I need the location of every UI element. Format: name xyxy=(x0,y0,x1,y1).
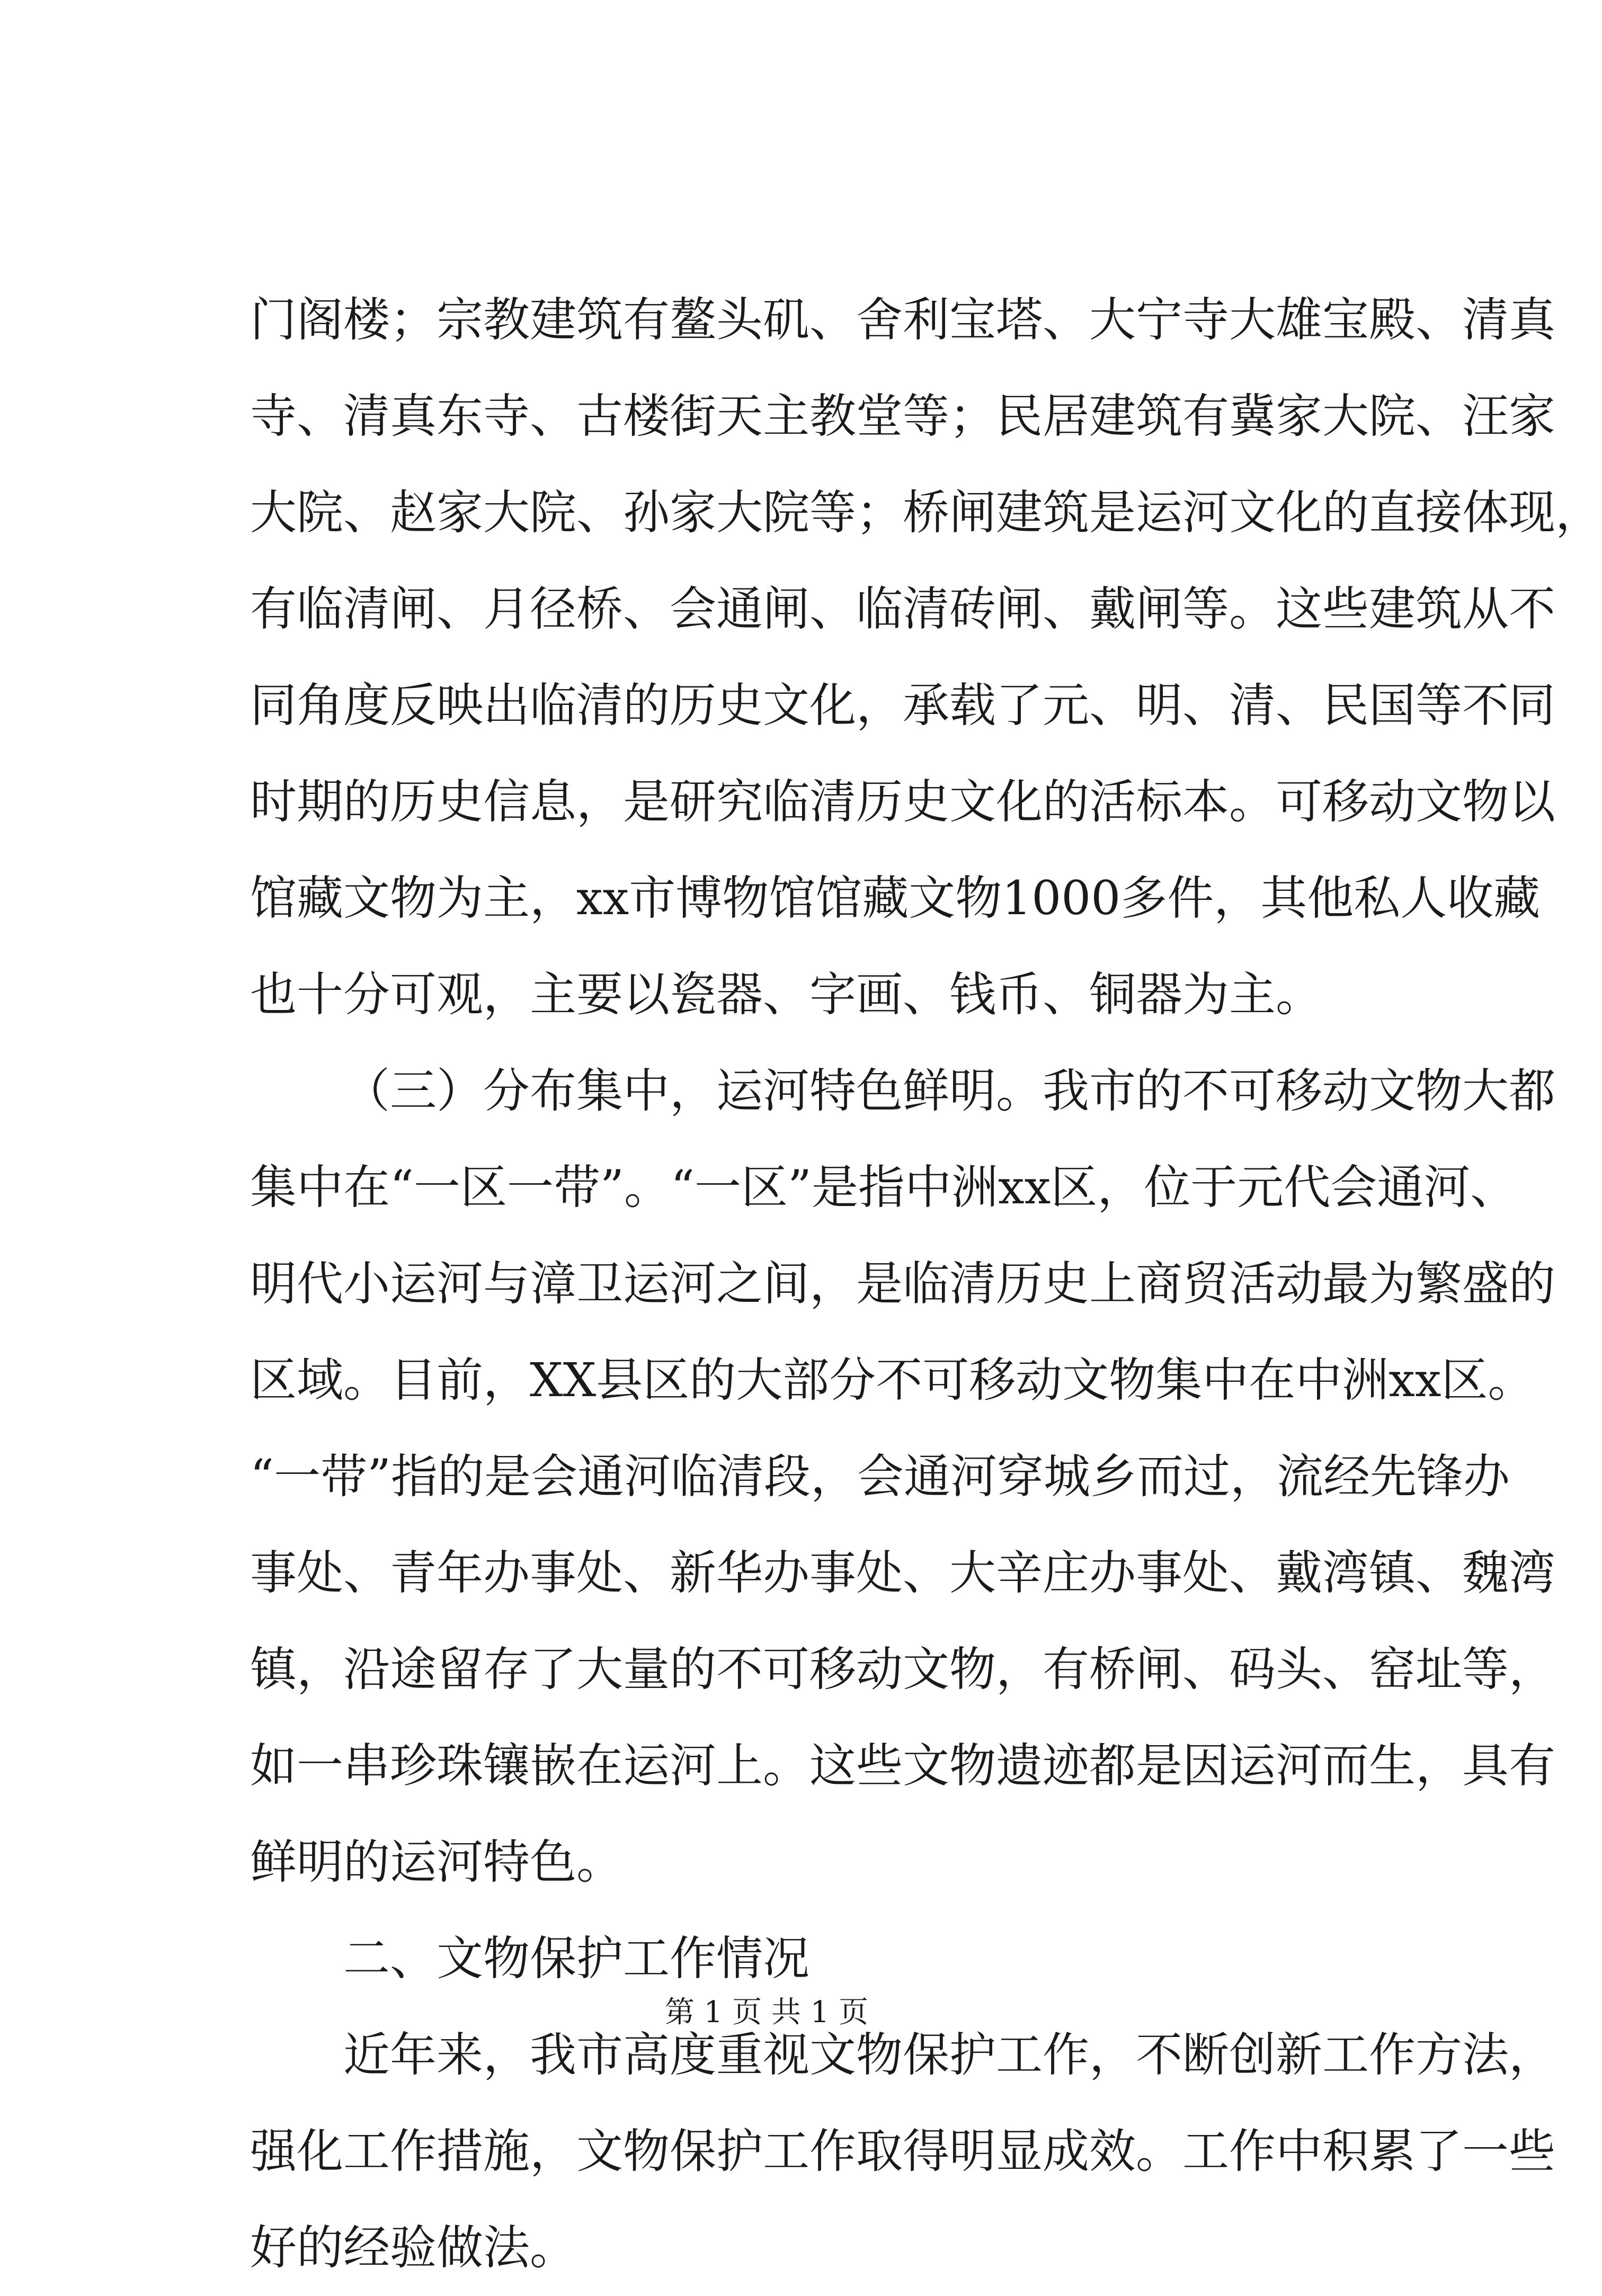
page-footer: 第 1 页 共 1 页 xyxy=(664,1995,869,2030)
text-line: 有临清闸、月径桥、会通闸、临清砖闸、戴闸等。这些建筑从不 xyxy=(250,582,1556,636)
text-line: 如一串珍珠镶嵌在运河上。这些文物遗迹都是因运河而生，具有 xyxy=(250,1738,1556,1793)
text-line: 门阁楼；宗教建筑有鳌头矶、舍利宝塔、大宁寺大雄宝殿、清真 xyxy=(250,292,1556,347)
text-line: 区域。目前，XX县区的大部分不可移动文物集中在中洲xx区。 xyxy=(250,1353,1535,1407)
text-line: 镇，沿途留存了大量的不可移动文物，有桥闸、码头、窑址等， xyxy=(250,1642,1556,1696)
paragraph-end-line: 鲜明的运河特色。 xyxy=(250,1835,624,1889)
section-heading-line: （三）分布集中，运河特色鲜明。我市的不可移动文物大都 xyxy=(343,1064,1556,1118)
text-line: 事处、青年办事处、新华办事处、大辛庄办事处、戴湾镇、魏湾 xyxy=(250,1545,1556,1600)
text-line: 强化工作措施，文物保护工作取得明显成效。工作中积累了一些 xyxy=(250,2124,1556,2178)
text-line: 同角度反映出临清的历史文化，承载了元、明、清、民国等不同 xyxy=(250,678,1556,732)
text-line: 馆藏文物为主，xx市博物馆馆藏文物1000多件，其他私人收藏 xyxy=(250,871,1541,925)
text-line: 明代小运河与漳卫运河之间，是临清历史上商贸活动最为繁盛的 xyxy=(250,1256,1556,1311)
paragraph-end-line: 好的经验做法。 xyxy=(250,2220,577,2275)
text-line: 时期的历史信息，是研究临清历史文化的活标本。可移动文物以 xyxy=(250,774,1556,829)
text-line: 寺、清真东寺、古楼街天主教堂等；民居建筑有冀家大院、汪家 xyxy=(250,389,1556,443)
section-title: 二、文物保护工作情况 xyxy=(343,1931,810,1986)
text-line: 集中在“一区一带”。“一区”是指中洲xx区，位于元代会通河、 xyxy=(250,1160,1517,1214)
paragraph-end-line: 也十分可观，主要以瓷器、字画、钱币、铜器为主。 xyxy=(250,967,1323,1022)
text-line: 近年来，我市高度重视文物保护工作，不断创新工作方法， xyxy=(343,2027,1556,2082)
text-line: “一带”指的是会通河临清段，会通河穿城乡而过，流经先锋办 xyxy=(250,1449,1510,1504)
text-line: 大院、赵家大院、孙家大院等；桥闸建筑是运河文化的直接体现， xyxy=(250,485,1602,540)
